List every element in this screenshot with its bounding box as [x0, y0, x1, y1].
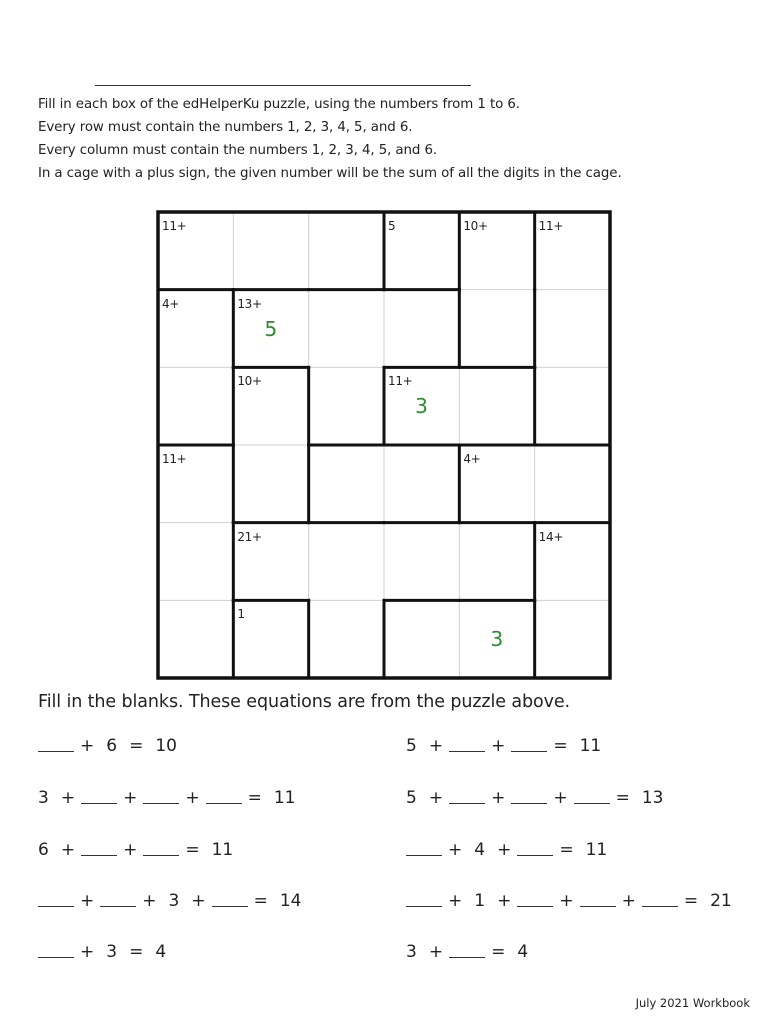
equation [406, 942, 534, 966]
plus-sign: + [448, 840, 463, 860]
equation [38, 840, 239, 864]
plus-sign: + [428, 788, 444, 808]
instruction-line: Every column must contain the numbers 1, 2, 3, 4, 5, and 6. [38, 143, 438, 158]
plus-sign: + [428, 736, 444, 756]
equation [406, 891, 738, 915]
plus-sign: + [123, 840, 138, 860]
number: 6 [106, 736, 118, 756]
plus-sign: + [621, 891, 636, 911]
number: 11 [579, 736, 602, 756]
equation [406, 788, 669, 812]
answer-blank[interactable] [511, 751, 547, 752]
number: 3 [106, 942, 118, 962]
number: 3 [406, 942, 417, 962]
grid-lines [158, 212, 610, 678]
number: 6 [38, 840, 49, 860]
cage-clue: 4+ [463, 452, 481, 466]
equation [38, 788, 301, 812]
plus-sign: + [553, 788, 568, 808]
equals-sign: = [247, 788, 262, 808]
plus-sign: + [80, 891, 95, 911]
fill-in-title: Fill in the blanks. These equations are from the puzzle above. [38, 692, 571, 712]
answer-blank[interactable] [81, 855, 117, 856]
plus-sign: + [428, 942, 444, 962]
answer-blank[interactable] [38, 751, 74, 752]
plus-sign: + [559, 891, 574, 911]
cage-clue: 13+ [237, 296, 262, 311]
given-digit: 5 [264, 316, 278, 341]
answer-blank[interactable] [517, 906, 553, 907]
equals-sign: = [491, 942, 506, 962]
equals-sign: = [553, 736, 568, 756]
answer-blank[interactable] [449, 751, 485, 752]
plus-sign: + [497, 891, 512, 911]
answer-blank[interactable] [406, 906, 442, 907]
answer-blank[interactable] [206, 803, 242, 804]
instructions [38, 93, 622, 185]
number: 5 [406, 736, 417, 756]
plus-sign: + [185, 788, 200, 808]
plus-sign: + [60, 788, 76, 808]
given-digit: 3 [415, 394, 428, 419]
number: 4 [155, 942, 167, 962]
kenken-puzzle-grid[interactable] [158, 212, 610, 678]
cage-clue: 10+ [237, 374, 262, 389]
answer-blank[interactable] [143, 855, 179, 856]
cage-clue: 11+ [162, 452, 187, 466]
equation [406, 736, 607, 760]
equation [406, 840, 613, 864]
answer-blank[interactable] [38, 906, 74, 907]
plus-sign: + [80, 942, 95, 962]
answer-blank[interactable] [517, 855, 553, 856]
equals-sign: = [253, 891, 268, 911]
name-line[interactable] [95, 85, 471, 86]
answer-blank[interactable] [143, 803, 179, 804]
number: 11 [273, 788, 296, 808]
answer-blank[interactable] [449, 803, 485, 804]
number: 3 [168, 891, 180, 911]
number: 4 [474, 840, 486, 860]
answer-blank[interactable] [81, 803, 117, 804]
cage-clue: 21+ [237, 529, 262, 544]
number: 21 [710, 891, 732, 911]
plus-sign: + [491, 788, 506, 808]
plus-sign: + [142, 891, 157, 911]
cage-clue: 10+ [463, 219, 488, 233]
instruction-line: Fill in each box of the edHelperKu puzzle, using the numbers from 1 to 6. [38, 97, 520, 112]
number: 4 [517, 942, 529, 962]
plus-sign: + [123, 788, 138, 808]
equals-sign: = [683, 891, 699, 911]
answer-blank[interactable] [38, 957, 74, 958]
plus-sign: + [448, 891, 463, 911]
plus-sign: + [491, 736, 506, 756]
equals-sign: = [185, 840, 200, 860]
cage-clue: 5 [388, 219, 396, 233]
number: 1 [474, 891, 486, 911]
number: 13 [641, 788, 664, 808]
cage-clue: 4+ [162, 296, 180, 311]
cage-clue: 1 [237, 607, 245, 622]
equals-sign: = [129, 736, 144, 756]
answer-blank[interactable] [574, 803, 610, 804]
number: 10 [155, 736, 177, 756]
number: 14 [279, 891, 302, 911]
cage-clue: 11+ [538, 219, 564, 233]
footer-text: July 2021 Workbook [635, 996, 750, 1010]
equals-sign: = [615, 788, 630, 808]
answer-blank[interactable] [406, 855, 442, 856]
equation [38, 942, 172, 966]
instruction-line: In a cage with a plus sign, the given number will be the sum of all the digits in the cage. [38, 166, 622, 181]
answer-blank[interactable] [511, 803, 547, 804]
plus-sign: + [497, 840, 512, 860]
plus-sign: + [191, 891, 206, 911]
cage-clue: 14+ [538, 529, 564, 544]
answer-blank[interactable] [212, 906, 248, 907]
equation [38, 891, 307, 915]
number: 5 [406, 788, 417, 808]
answer-blank[interactable] [449, 957, 485, 958]
plus-sign: + [80, 736, 95, 756]
equals-sign: = [559, 840, 574, 860]
answer-blank[interactable] [642, 906, 678, 907]
cage-clue: 11+ [388, 374, 413, 389]
number: 3 [38, 788, 49, 808]
number: 11 [211, 840, 234, 860]
given-digit: 3 [490, 627, 504, 652]
instruction-line: Every row must contain the numbers 1, 2, 3, 4, 5, and 6. [38, 120, 413, 135]
equation [38, 736, 183, 760]
equals-sign: = [129, 942, 144, 962]
plus-sign: + [60, 840, 76, 860]
number: 11 [585, 840, 608, 860]
answer-blank[interactable] [100, 906, 136, 907]
answer-blank[interactable] [580, 906, 616, 907]
cage-clue: 11+ [162, 219, 187, 233]
